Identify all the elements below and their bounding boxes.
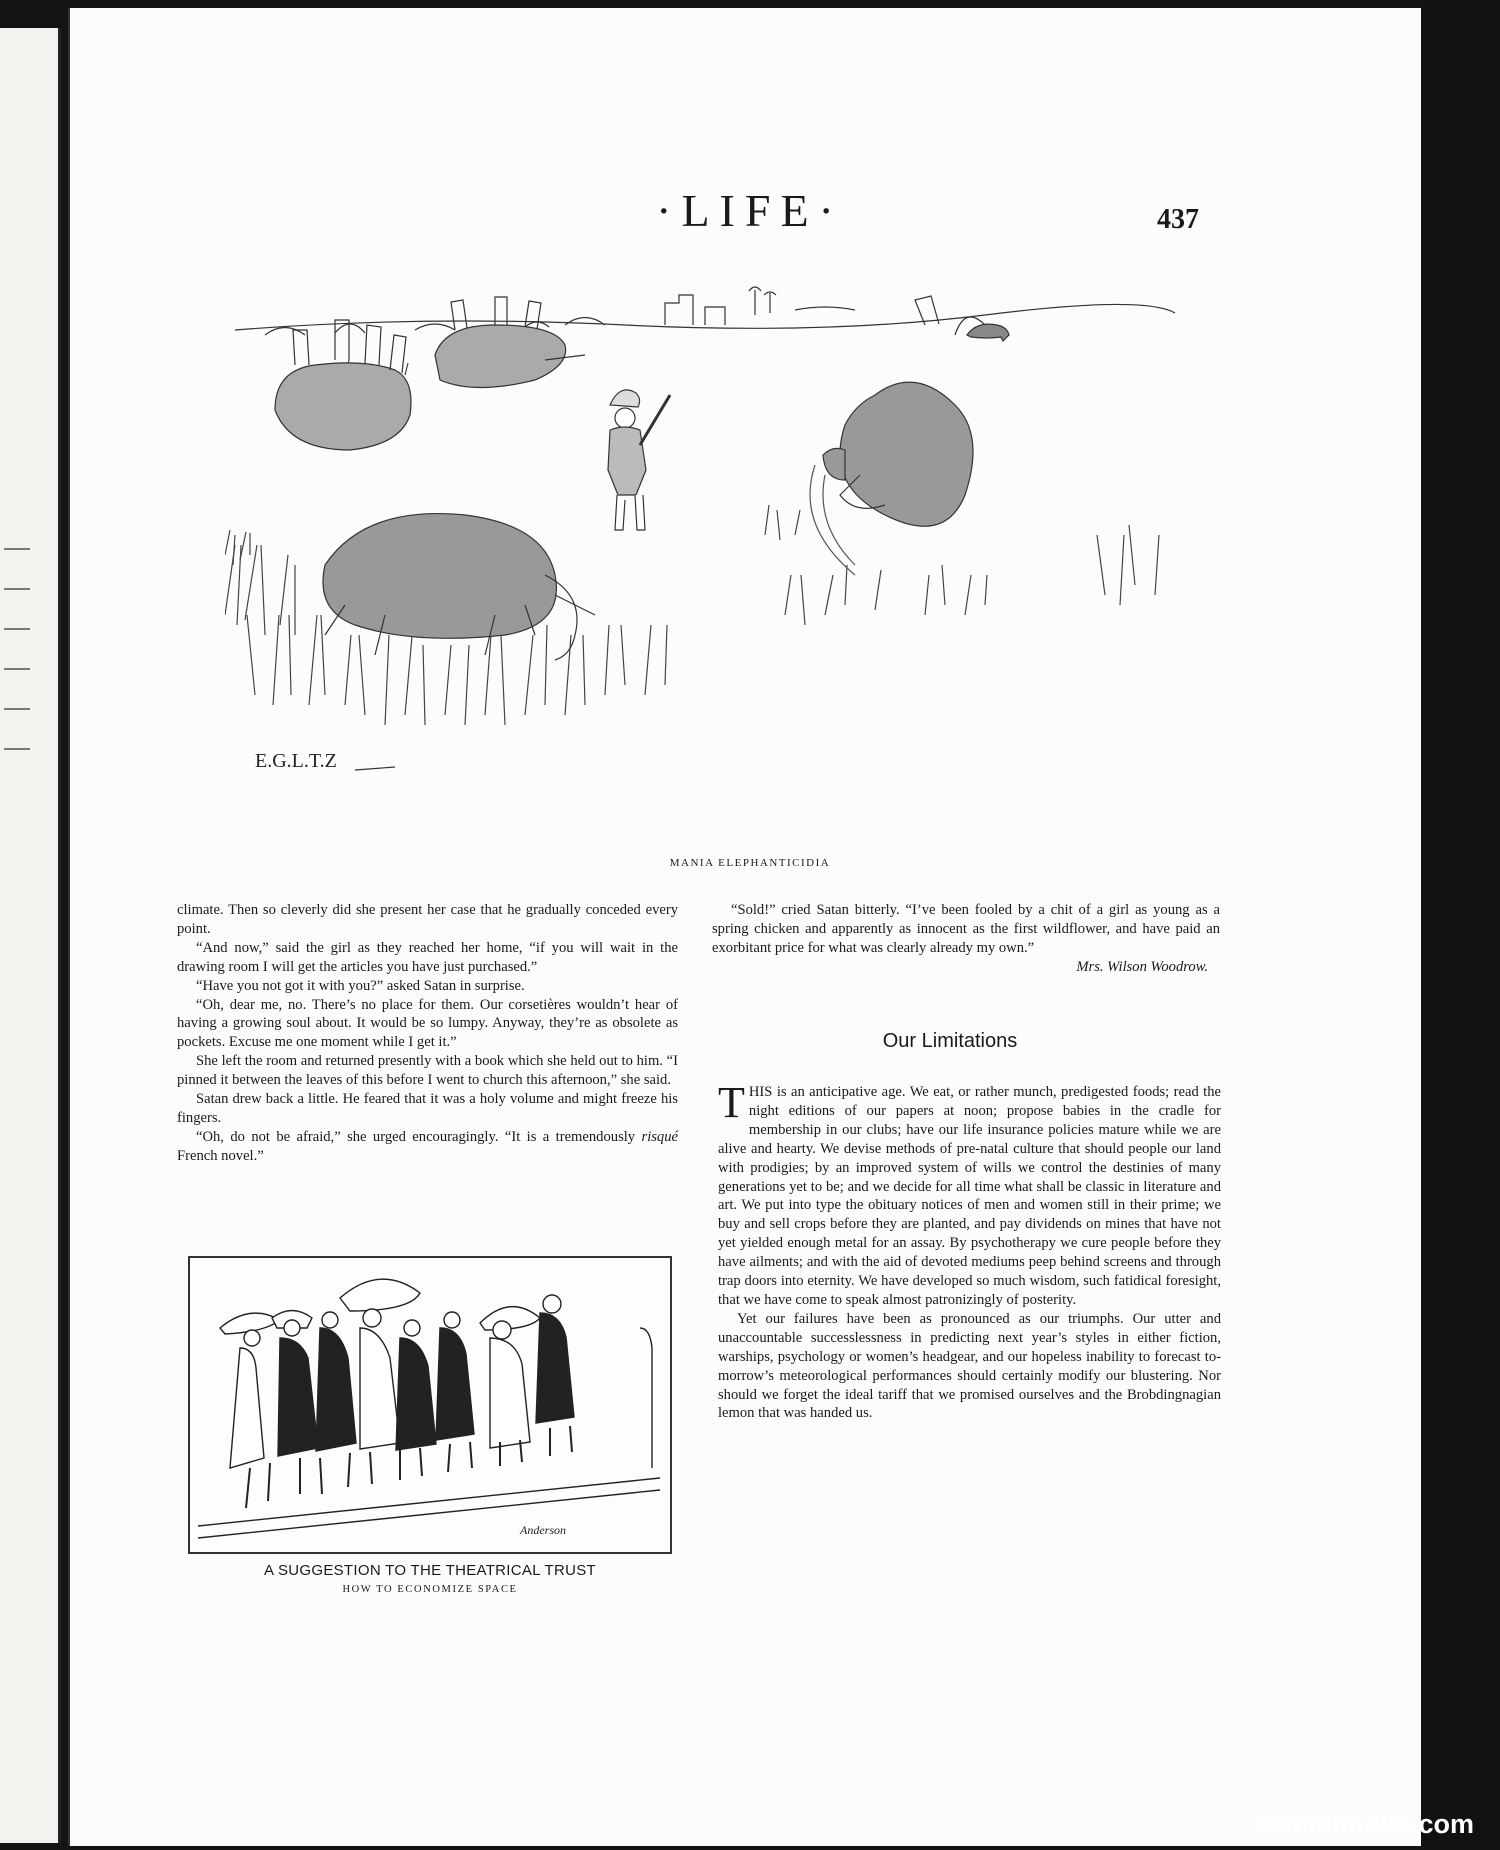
story-paragraph: “Sold!” cried Satan bitterly. “I’ve been fooled by a chit of a girl as young as a spring chicken and apparently as innocent as the first wildflower, and have paid an exorbitant price for what was clearly already my own.” — [712, 902, 1220, 956]
story-text: “Oh, do not be afraid,” she urged encouragingly. “It is a tremendously — [195, 1128, 642, 1145]
story-paragraph: She left the room and returned presently with a book which she held out to him. “I pinned it between the leaves of this before I went to church this afternoon,” she said. — [177, 1053, 678, 1089]
page-number: 437 — [1157, 204, 1199, 235]
article-headline: Our Limitations — [882, 1030, 1018, 1052]
facing-page-edge — [0, 28, 61, 1843]
story-paragraph: climate. Then so cleverly did she present her case that he gradually conceded every point. — [177, 902, 678, 937]
story-paragraph: Satan drew back a little. He feared that it was a holy volume and might freeze his fingers. — [177, 1091, 678, 1126]
article-paragraph: Yet our failures have been as pronounced as our triumphs. Our utter and unaccountable successlessness in predicting next year’s styles in either fiction, warships, psychology or women’s headgear, and our hopeless inability to forecast to-morrow’s meteorological performances should certainly modify our blustering. Nor should we forget the ideal tariff that we promised ourselves and the Brobdingnagian lemon that was handed us. — [718, 1310, 1221, 1422]
masthead: ·LIFE· — [656, 185, 844, 236]
story-paragraph: “Have you not got it with you?” asked Satan in surprise. — [195, 977, 525, 994]
illustration-caption: MANIA ELEPHANTICIDIA — [669, 857, 831, 869]
cartoon-signature: Anderson — [520, 1523, 566, 1537]
story-text: French novel.” — [177, 1147, 264, 1164]
article-text: HIS is an anticipative age. We eat, or rather munch, predigested foods; read the night editions of our papers at noon; propose babies in the cradle for membership in our clubs; have our life insurance policies mature while we are alive and hearty. We devise methods of pre-natal culture that should people our land with prodigies; by an improved system of wills we control the destinies of many generations yet to be; and we decide for all time what shall be classic in literature and art. We put into type the obituary notices of men and women still in their prime; we buy and sell crops before they are planted, and pay dividends on mines that have not yet yielded enough metal for an assay. By psychotherapy we cure people before they have ailments; and with the aid of devoted mediums peep behind screens and through trap doors into eternity. We have developed so much wisdom, such fatidical foresight, that we have come to speak almost patronizingly of posterity. — [718, 1084, 1221, 1308]
cartoon-subtitle: HOW TO ECONOMIZE SPACE — [342, 1584, 518, 1595]
article-body — [718, 1078, 1221, 1423]
theatre-cartoon — [188, 1256, 672, 1554]
author-signature: Mrs. Wilson Woodrow. — [1076, 958, 1208, 975]
article-paragraph — [718, 1078, 1221, 1310]
hunting-illustration — [225, 255, 1185, 845]
story-paragraph: “Oh, dear me, no. There’s no place for them. Our corsetières wouldn’t hear of having a growing soul about. It would be so lumpy. Anyway, they’re as obsolete as pockets. Excuse me one moment while I get it.” — [177, 996, 678, 1051]
site-watermark: comicbooks.com — [1253, 1809, 1474, 1839]
left-column — [177, 901, 678, 1166]
scan-gutter — [1424, 0, 1500, 1850]
story-paragraph: “And now,” said the girl as they reached her home, “if you will wait in the drawing room I will get the articles you have just purchased.” — [177, 939, 678, 975]
right-column-top — [712, 901, 1220, 977]
story-paragraph — [177, 1128, 678, 1166]
story-italic: risqué — [641, 1128, 678, 1145]
illustration-signature: E.G.L.T.Z — [255, 750, 337, 772]
cartoon-drawing — [190, 1258, 670, 1552]
drop-cap: T — [718, 1078, 745, 1127]
cartoon-title: A SUGGESTION TO THE THEATRICAL TRUST — [264, 1562, 596, 1579]
